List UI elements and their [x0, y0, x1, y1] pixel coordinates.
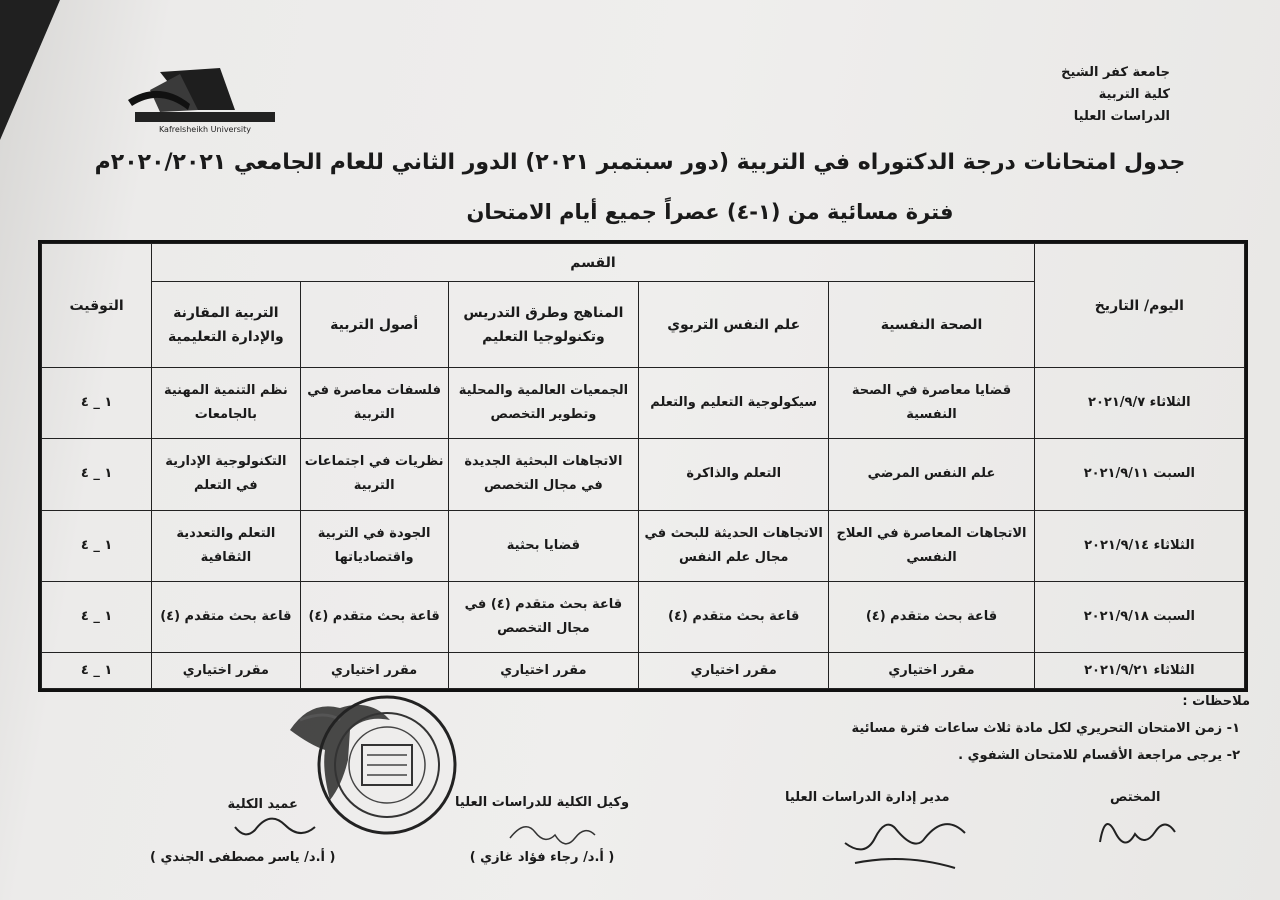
vice-dean-handwritten-signature: [495, 820, 605, 850]
notes-heading: ملاحظات :: [1182, 694, 1250, 709]
table-cell: قضايا معاصرة في الصحة النفسية: [829, 368, 1034, 439]
section-mental-health: الصحة النفسية: [829, 282, 1034, 368]
header-day-date: اليوم/ التاريخ: [1034, 244, 1244, 368]
university-name: جامعة كفر الشيخ: [1061, 65, 1170, 80]
table-row: [42, 581, 1245, 652]
table-cell: قاعة بحث متقدم (٤): [300, 581, 448, 652]
table-cell: الاتجاهات البحثية الجديدة في مجال التخصص: [448, 439, 638, 510]
schedule-grid: [41, 243, 1245, 689]
table-cell: مقرر اختياري: [639, 653, 829, 689]
row-date: الثلاثاء ٢٠٢١/٩/٧: [1034, 368, 1244, 439]
university-logo: [120, 60, 285, 140]
table-cell: سيكولوجية التعليم والتعلم: [639, 368, 829, 439]
section-educational-psychology: علم النفس التربوي: [639, 282, 829, 368]
logo-text: Kafrelsheikh University: [158, 125, 252, 134]
table-cell: قضايا بحثية: [448, 510, 638, 581]
table-cell: الجودة في التربية واقتصادياتها: [300, 510, 448, 581]
department-name: الدراسات العليا: [1073, 109, 1170, 124]
specialist-handwritten-signature: [1095, 812, 1185, 862]
section-curricula: المناهج وطرق التدريس وتكنولوجيا التعليم: [448, 282, 638, 368]
table-row: [42, 368, 1245, 439]
row-date: السبت ٢٠٢١/٩/١٨: [1034, 581, 1244, 652]
note-item: ٢- يرجى مراجعة الأقسام للامتحان الشفوي .: [958, 748, 1240, 763]
table-cell: مقرر اختياري: [829, 653, 1034, 689]
header-time: التوقيت: [42, 244, 152, 368]
specialist-title: المختص: [1110, 790, 1161, 805]
table-cell: قاعة بحث متقدم (٤): [152, 581, 300, 652]
institution-header: [1061, 62, 1170, 128]
note-item: ١- زمن الامتحان التحريري لكل مادة ثلاث ساعات فترة مسائية: [851, 721, 1240, 736]
row-time: ١ _ ٤: [42, 653, 152, 689]
vice-dean-title: وكيل الكلية للدراسات العليا: [455, 795, 630, 810]
gs-manager-title: مدير إدارة الدراسات العليا: [785, 790, 950, 805]
table-cell: قاعة بحث متقدم (٤): [829, 581, 1034, 652]
section-foundations: أصول التربية: [300, 282, 448, 368]
document-title: جدول امتحانات درجة الدكتوراه في التربية (دور سبتمبر ٢٠٢١) الدور الثاني للعام الجامعي ٢٠٢٠/٢٠٢١م: [94, 150, 1186, 175]
table-cell: التعلم والذاكرة: [639, 439, 829, 510]
gs-manager-handwritten-signature: [825, 808, 985, 878]
table-cell: قاعة بحث متقدم (٤) في مجال التخصص: [448, 581, 638, 652]
table-cell: قاعة بحث متقدم (٤): [639, 581, 829, 652]
vice-dean-name: ( أ.د/ رجاء فؤاد غازي ): [469, 850, 615, 865]
table-cell: التعلم والتعددية الثقافية: [152, 510, 300, 581]
table-cell: مقرر اختياري: [448, 653, 638, 689]
row-time: ١ _ ٤: [42, 439, 152, 510]
table-cell: التكنولوجية الإدارية في التعلم: [152, 439, 300, 510]
exam-schedule-table: [38, 240, 1248, 692]
section-comparative-education: التربية المقارنة والإدارة التعليمية: [152, 282, 300, 368]
gs-manager-signature: [785, 790, 950, 805]
folded-corner: [0, 0, 60, 140]
table-row: [42, 510, 1245, 581]
faculty-name: كلية التربية: [1098, 87, 1170, 102]
row-time: ١ _ ٤: [42, 510, 152, 581]
table-cell: نظم التنمية المهنية بالجامعات: [152, 368, 300, 439]
header-section: القسم: [152, 244, 1034, 282]
dean-handwritten-signature: [230, 815, 320, 845]
row-date: الثلاثاء ٢٠٢١/٩/٢١: [1034, 653, 1244, 689]
dean-name: ( أ.د/ ياسر مصطفى الجندي ): [150, 850, 336, 865]
table-cell: الاتجاهات الحديثة للبحث في مجال علم النفس: [639, 510, 829, 581]
table-cell: مقرر اختياري: [152, 653, 300, 689]
row-date: الثلاثاء ٢٠٢١/٩/١٤: [1034, 510, 1244, 581]
table-row: [42, 653, 1245, 689]
specialist-signature: [1110, 790, 1160, 805]
document-subtitle: فترة مسائية من (١-٤) عصراً جميع أيام الامتحان: [466, 200, 954, 224]
table-row: [42, 439, 1245, 510]
row-time: ١ _ ٤: [42, 368, 152, 439]
table-cell: فلسفات معاصرة في التربية: [300, 368, 448, 439]
table-cell: علم النفس المرضي: [829, 439, 1034, 510]
table-cell: الاتجاهات المعاصرة في العلاج النفسي: [829, 510, 1034, 581]
row-date: السبت ٢٠٢١/٩/١١: [1034, 439, 1244, 510]
table-cell: نظريات في اجتماعات التربية: [300, 439, 448, 510]
row-time: ١ _ ٤: [42, 581, 152, 652]
notes-section: [851, 688, 1250, 769]
table-cell: الجمعيات العالمية والمحلية وتطوير التخصص: [448, 368, 638, 439]
dean-title: عميد الكلية: [227, 797, 298, 812]
table-cell: مقرر اختياري: [300, 653, 448, 689]
